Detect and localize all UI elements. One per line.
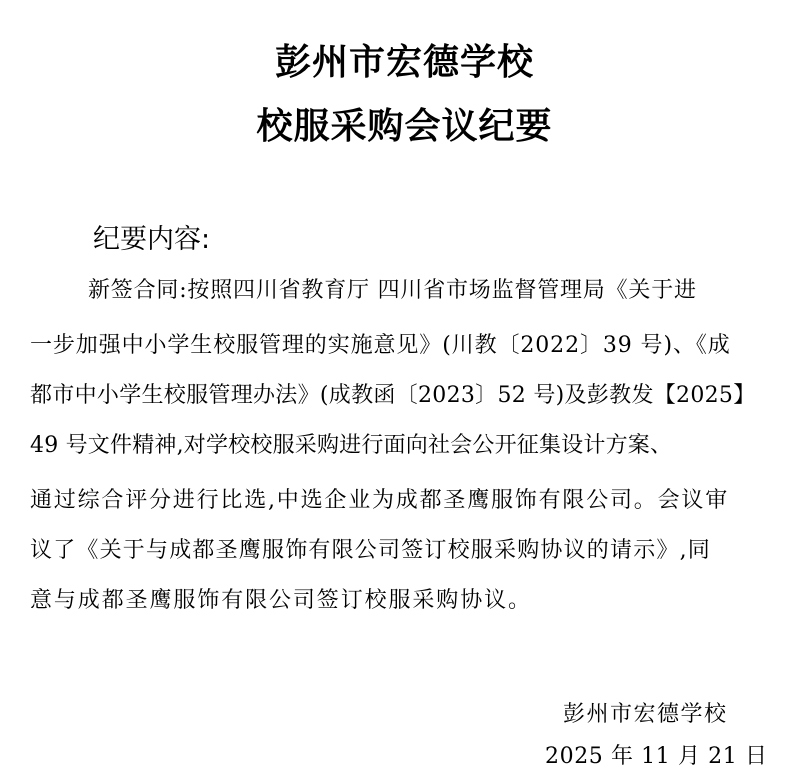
signature-organization: 彭州市宏德学校: [563, 702, 728, 727]
body-line: 都市中小学生校服管理办法》(成教函〔2023〕52 号)及彭教发【2025】: [30, 383, 756, 408]
body-line: 新签合同:按照四川省教育厅 四川省市场监督管理局《关于进: [88, 278, 697, 303]
section-label: 纪要内容:: [93, 224, 211, 255]
document-title-school: 彭州市宏德学校: [274, 41, 534, 83]
body-line: 议了《关于与成都圣鹰服饰有限公司签订校服采购协议的请示》,同: [30, 538, 711, 563]
document-date: 2025 年 11 月 21 日: [545, 744, 768, 769]
body-line: 一步加强中小学生校服管理的实施意见》(川教〔2022〕39 号)、《成: [30, 333, 731, 358]
document-title-subject: 校服采购会议纪要: [256, 105, 553, 147]
body-line: 通过综合评分进行比选,中选企业为成都圣鹰服饰有限公司。会议审: [30, 488, 729, 513]
body-line: 49 号文件精神,对学校校服采购进行面向社会公开征集设计方案、: [30, 433, 673, 458]
body-line: 意与成都圣鹰服饰有限公司签订校服采购协议。: [30, 588, 532, 613]
